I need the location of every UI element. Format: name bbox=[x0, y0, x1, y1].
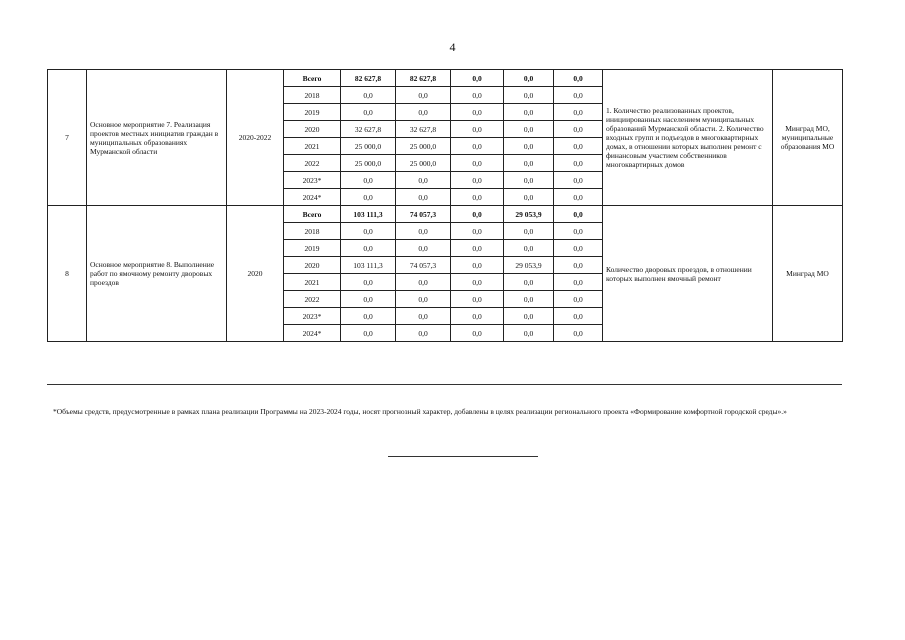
value-cell: 0,0 bbox=[396, 87, 451, 104]
value-cell: 0,0 bbox=[504, 87, 554, 104]
value-cell: 0,0 bbox=[451, 257, 504, 274]
activity-period: 2020 bbox=[227, 206, 284, 342]
value-cell: 0,0 bbox=[504, 291, 554, 308]
value-cell: 0,0 bbox=[451, 70, 504, 87]
value-cell: 25 000,0 bbox=[396, 138, 451, 155]
value-cell: 0,0 bbox=[554, 291, 603, 308]
value-cell: 29 053,9 bbox=[504, 206, 554, 223]
value-cell: 0,0 bbox=[504, 70, 554, 87]
value-cell: 0,0 bbox=[554, 121, 603, 138]
footnote-separator bbox=[47, 384, 842, 385]
activity-indicators: Количество дворовых проездов, в отношении которых выполнен ямочный ремонт bbox=[603, 206, 773, 342]
value-cell: 0,0 bbox=[554, 240, 603, 257]
value-cell: 0,0 bbox=[451, 240, 504, 257]
value-cell: 0,0 bbox=[451, 223, 504, 240]
year-cell: 2022 bbox=[284, 291, 341, 308]
value-cell: 0,0 bbox=[451, 104, 504, 121]
value-cell: 82 627,8 bbox=[341, 70, 396, 87]
value-cell: 0,0 bbox=[451, 172, 504, 189]
value-cell: 0,0 bbox=[451, 87, 504, 104]
value-cell: 0,0 bbox=[504, 223, 554, 240]
activity-executor: Минград МО bbox=[773, 206, 843, 342]
year-cell: 2019 bbox=[284, 104, 341, 121]
value-cell: 0,0 bbox=[504, 155, 554, 172]
year-cell: 2024* bbox=[284, 189, 341, 206]
year-cell: 2020 bbox=[284, 121, 341, 138]
value-cell: 0,0 bbox=[451, 325, 504, 342]
year-cell: 2019 bbox=[284, 240, 341, 257]
value-cell: 0,0 bbox=[451, 206, 504, 223]
value-cell: 0,0 bbox=[451, 155, 504, 172]
value-cell: 74 057,3 bbox=[396, 206, 451, 223]
value-cell: 0,0 bbox=[341, 308, 396, 325]
activity-title: Основное мероприятие 8. Выполнение работ по ямочному ремонту дворовых проездов bbox=[87, 206, 227, 342]
value-cell: 29 053,9 bbox=[504, 257, 554, 274]
value-cell: 0,0 bbox=[341, 189, 396, 206]
year-cell: 2020 bbox=[284, 257, 341, 274]
value-cell: 0,0 bbox=[396, 223, 451, 240]
table-row bbox=[48, 206, 843, 223]
value-cell: 0,0 bbox=[341, 240, 396, 257]
year-cell: 2021 bbox=[284, 274, 341, 291]
value-cell: 0,0 bbox=[554, 155, 603, 172]
value-cell: 0,0 bbox=[554, 138, 603, 155]
value-cell: 0,0 bbox=[554, 223, 603, 240]
value-cell: 0,0 bbox=[504, 189, 554, 206]
program-activities-table bbox=[47, 69, 843, 342]
value-cell: 0,0 bbox=[396, 189, 451, 206]
value-cell: 0,0 bbox=[451, 121, 504, 138]
year-cell: 2023* bbox=[284, 172, 341, 189]
value-cell: 0,0 bbox=[396, 172, 451, 189]
value-cell: 0,0 bbox=[554, 70, 603, 87]
value-cell: 0,0 bbox=[554, 325, 603, 342]
value-cell: 0,0 bbox=[554, 87, 603, 104]
activity-executor: Минград МО, муниципальные образования МО bbox=[773, 70, 843, 206]
value-cell: 0,0 bbox=[554, 104, 603, 121]
value-cell: 0,0 bbox=[451, 138, 504, 155]
value-cell: 0,0 bbox=[554, 206, 603, 223]
year-cell: Всего bbox=[284, 70, 341, 87]
value-cell: 0,0 bbox=[341, 274, 396, 291]
value-cell: 0,0 bbox=[504, 308, 554, 325]
value-cell: 103 111,3 bbox=[341, 257, 396, 274]
value-cell: 0,0 bbox=[396, 240, 451, 257]
value-cell: 0,0 bbox=[554, 257, 603, 274]
value-cell: 0,0 bbox=[504, 240, 554, 257]
value-cell: 0,0 bbox=[504, 325, 554, 342]
value-cell: 0,0 bbox=[341, 172, 396, 189]
end-rule bbox=[388, 456, 538, 457]
year-cell: 2021 bbox=[284, 138, 341, 155]
value-cell: 0,0 bbox=[451, 308, 504, 325]
table-row bbox=[48, 70, 843, 87]
value-cell: 0,0 bbox=[396, 274, 451, 291]
value-cell: 0,0 bbox=[396, 104, 451, 121]
value-cell: 74 057,3 bbox=[396, 257, 451, 274]
value-cell: 25 000,0 bbox=[341, 138, 396, 155]
year-cell: 2022 bbox=[284, 155, 341, 172]
value-cell: 0,0 bbox=[554, 308, 603, 325]
value-cell: 0,0 bbox=[396, 291, 451, 308]
value-cell: 82 627,8 bbox=[396, 70, 451, 87]
year-cell: 2018 bbox=[284, 223, 341, 240]
value-cell: 0,0 bbox=[554, 189, 603, 206]
value-cell: 25 000,0 bbox=[341, 155, 396, 172]
value-cell: 0,0 bbox=[341, 104, 396, 121]
value-cell: 0,0 bbox=[396, 325, 451, 342]
footnote: *Объемы средств, предусмотренные в рамках плана реализации Программы на 2023-2024 годы, носят прогнозный характер, добавлены в целях реализации регионального проекта «Формирование комфортной городской среды».» bbox=[53, 407, 787, 416]
value-cell: 0,0 bbox=[504, 274, 554, 291]
year-cell: Всего bbox=[284, 206, 341, 223]
value-cell: 0,0 bbox=[451, 274, 504, 291]
value-cell: 0,0 bbox=[451, 189, 504, 206]
year-cell: 2023* bbox=[284, 308, 341, 325]
activity-number: 8 bbox=[48, 206, 87, 342]
value-cell: 32 627,8 bbox=[341, 121, 396, 138]
value-cell: 0,0 bbox=[504, 121, 554, 138]
value-cell: 0,0 bbox=[341, 223, 396, 240]
value-cell: 0,0 bbox=[554, 274, 603, 291]
value-cell: 0,0 bbox=[504, 104, 554, 121]
value-cell: 0,0 bbox=[341, 87, 396, 104]
activity-title: Основное мероприятие 7. Реализация проектов местных инициатив граждан в муниципальных образованиях Мурманской области bbox=[87, 70, 227, 206]
activity-period: 2020-2022 bbox=[227, 70, 284, 206]
page-number: 4 bbox=[449, 40, 456, 54]
value-cell: 0,0 bbox=[341, 325, 396, 342]
value-cell: 0,0 bbox=[396, 308, 451, 325]
value-cell: 0,0 bbox=[504, 172, 554, 189]
value-cell: 0,0 bbox=[451, 291, 504, 308]
year-cell: 2024* bbox=[284, 325, 341, 342]
value-cell: 0,0 bbox=[554, 172, 603, 189]
year-cell: 2018 bbox=[284, 87, 341, 104]
value-cell: 0,0 bbox=[341, 291, 396, 308]
value-cell: 0,0 bbox=[504, 138, 554, 155]
value-cell: 32 627,8 bbox=[396, 121, 451, 138]
activity-number: 7 bbox=[48, 70, 87, 206]
activity-indicators: 1. Количество реализованных проектов, инициированных населением муниципальных образований Мурманской области. 2. Количество входных групп и подъездов в многоквартирных домах, в отношении которых выполнен ремонт с финансовым участием собственников многоквартирных домов bbox=[603, 70, 773, 206]
value-cell: 103 111,3 bbox=[341, 206, 396, 223]
value-cell: 25 000,0 bbox=[396, 155, 451, 172]
